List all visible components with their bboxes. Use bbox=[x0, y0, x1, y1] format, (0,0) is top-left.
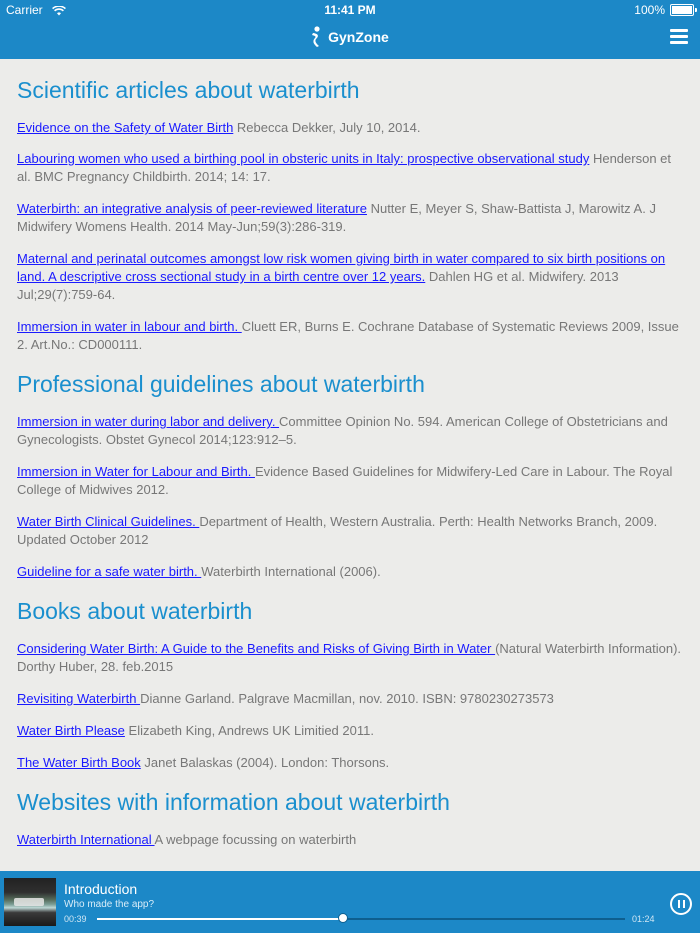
hamburger-icon-bar bbox=[670, 29, 688, 32]
reference-link[interactable]: Considering Water Birth: A Guide to the Benefits and Risks of Giving Birth in Water bbox=[17, 641, 496, 656]
reference-link[interactable]: Water Birth Clinical Guidelines. bbox=[17, 514, 200, 529]
episode-thumbnail[interactable] bbox=[4, 878, 56, 926]
list-item bbox=[17, 640, 685, 676]
reference-text: Rebecca Dekker, July 10, 2014. bbox=[233, 120, 421, 135]
reference-link[interactable]: Immersion in water in labour and birth. bbox=[17, 319, 242, 334]
reference-text: Evidence Based Guidelines for Midwifery-Led Care in Labour. The Royal College of Midwives 2012. bbox=[17, 464, 673, 497]
section-title: Professional guidelines about waterbirth bbox=[17, 371, 425, 397]
section-title: Scientific articles about waterbirth bbox=[17, 77, 360, 103]
list-item bbox=[17, 413, 685, 449]
section-title: Books about waterbirth bbox=[17, 598, 253, 624]
reference-link[interactable]: Labouring women who used a birthing pool in obsteric units in Italy: prospective observational study bbox=[17, 151, 590, 166]
reference-text: Committee Opinion No. 594. American College of Obstetricians and Gynecologists. Obstet Gynecol 2014;123:912–5. bbox=[17, 414, 668, 447]
list-item bbox=[17, 200, 685, 236]
reference-text: Nutter E, Meyer S, Shaw-Battista J, Marowitz A. J Midwifery Womens Health. 2014 May-Jun;59(3):286-319. bbox=[17, 201, 656, 234]
list-item bbox=[17, 513, 685, 549]
list-item bbox=[17, 722, 685, 740]
audio-player bbox=[0, 871, 700, 933]
list-item bbox=[17, 318, 685, 354]
reference-text: Elizabeth King, Andrews UK Limitied 2011. bbox=[124, 723, 374, 738]
hamburger-icon-bar bbox=[670, 35, 688, 38]
episode-title: Introduction bbox=[64, 881, 138, 897]
current-time: 00:39 bbox=[64, 914, 87, 924]
reference-link[interactable]: Water Birth Please bbox=[17, 723, 125, 738]
status-bar bbox=[0, 0, 700, 20]
reference-text: Dianne Garland. Palgrave Macmillan, nov. 2010. ISBN: 9780230273573 bbox=[140, 691, 554, 706]
reference-link[interactable]: Immersion in Water for Labour and Birth. bbox=[17, 464, 255, 479]
clock: 11:41 PM bbox=[324, 3, 376, 17]
list-item bbox=[17, 831, 685, 849]
list-item bbox=[17, 150, 685, 186]
list-item bbox=[17, 463, 685, 499]
app-logo bbox=[0, 26, 700, 48]
reference-text: A webpage focussing on waterbirth bbox=[154, 832, 357, 847]
section-title: Websites with information about waterbirth bbox=[17, 789, 450, 815]
gynzone-logo-icon bbox=[311, 26, 323, 48]
reference-text: Janet Balaskas (2004). London: Thorsons. bbox=[140, 755, 390, 770]
battery-status bbox=[634, 0, 694, 20]
reference-text: Waterbirth International (2006). bbox=[201, 564, 381, 579]
progress-slider[interactable] bbox=[97, 918, 625, 920]
reference-text: Dahlen HG et al. Midwifery. 2013 Jul;29(7):759-64. bbox=[17, 269, 619, 302]
reference-link[interactable]: Maternal and perinatal outcomes amongst low risk women giving birth in water compared to six birth positions on land. A descriptive cross sectional study in a birth centre over 12 years. bbox=[17, 251, 666, 284]
progress-fill bbox=[97, 918, 343, 920]
references-content[interactable] bbox=[17, 59, 685, 871]
reference-link[interactable]: Waterbirth International bbox=[17, 832, 155, 847]
reference-text: Department of Health, Western Australia. Perth: Health Networks Branch, 2009. Updated October 2012 bbox=[17, 514, 658, 547]
progress-knob[interactable] bbox=[338, 913, 348, 923]
reference-link[interactable]: Immersion in water during labor and delivery. bbox=[17, 414, 280, 429]
reference-link[interactable]: Revisiting Waterbirth bbox=[17, 691, 141, 706]
duration: 01:24 bbox=[632, 914, 655, 924]
carrier-text: Carrier bbox=[6, 3, 43, 17]
menu-button[interactable] bbox=[670, 29, 688, 45]
list-item bbox=[17, 690, 685, 708]
top-bar bbox=[0, 0, 700, 59]
battery-percent: 100% bbox=[634, 3, 665, 17]
list-item bbox=[17, 119, 685, 137]
reference-link[interactable]: The Water Birth Book bbox=[17, 755, 141, 770]
list-item bbox=[17, 250, 685, 304]
reference-text: (Natural Waterbirth Information). Dorthy Huber, 28. feb.2015 bbox=[17, 641, 682, 674]
reference-link[interactable]: Waterbirth: an integrative analysis of peer-reviewed literature bbox=[17, 201, 367, 216]
reference-link[interactable]: Guideline for a safe water birth. bbox=[17, 564, 202, 579]
reference-text: Henderson et al. BMC Pregnancy Childbirth. 2014; 14: 17. bbox=[17, 151, 672, 184]
battery-icon bbox=[670, 4, 694, 16]
list-item bbox=[17, 754, 685, 772]
reference-link[interactable]: Evidence on the Safety of Water Birth bbox=[17, 120, 234, 135]
hamburger-icon-bar bbox=[670, 41, 688, 44]
list-item bbox=[17, 563, 685, 581]
episode-subtitle: Who made the app? bbox=[64, 899, 155, 910]
app-name: GynZone bbox=[328, 29, 389, 45]
reference-text: Cluett ER, Burns E. Cochrane Database of Systematic Reviews 2009, Issue 2. Art.No.: CD000111. bbox=[17, 319, 679, 352]
pause-button[interactable] bbox=[670, 893, 692, 915]
